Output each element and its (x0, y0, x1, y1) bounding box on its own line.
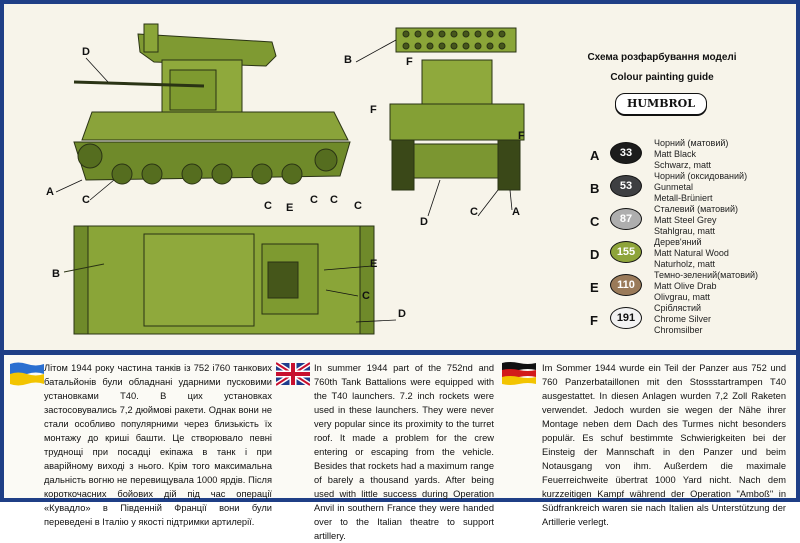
swatch-name-de: Schwarz, matt (654, 160, 712, 170)
swatch-color-dot: 191 (610, 307, 642, 329)
color-swatch-d (590, 237, 780, 271)
description-en: In summer 1944 part of the 752nd and 760th Tank Battalions were equipped with the T40 launchers. 7.2 inch rockets were used in these launchers. They were never very popular since its proximity to the turret roof. It made a problem for the crew entering or escaping from the vehicle. Besides that rockets had a maximum range of barely a thousand yards. After being used with little success during Operation Anvil in southern France they were handed over to the Italian theatre to support artillery. (314, 363, 494, 541)
swatch-names (654, 237, 729, 270)
swatch-name-en: Gunmetal (654, 182, 694, 192)
color-swatch-f (590, 303, 780, 337)
tank-side-view (74, 24, 350, 184)
callout-side-3: C (82, 194, 90, 206)
uk-flag-icon (276, 361, 310, 387)
guide-title-ua: Схема розфарбування моделі (587, 52, 737, 63)
tank-top-view (64, 226, 374, 334)
swatch-name-en: Matt Steel Grey (654, 215, 717, 225)
germany-flag-icon (502, 361, 536, 387)
callout-front-1: B (344, 54, 352, 66)
swatch-name-de: Stahlgrau, matt (654, 226, 716, 236)
description-de: Im Sommer 1944 wurde ein Teil der Panzer aus 752 und 760 Panzerbataillonen mit den Stossstartrampen T40 ausgestattet. In diesen Anlagen wurden 7,2 Zoll Raketen verwendet. Jedoch wurden sie wegen der Nähe ihrer Montage neben dem Dach des Turmes nicht besonders populär. Es schuf bestimmte Schwierigkeiten bei der Einsteig der Mannschaft in den Panzer und beim Notausgang von ihm. Außerdem die maximale Feuerreichweite übertrat 1000 Yard nicht. Nach dem kurzzeitigen Kampf während der Operation "Amboß" in Südfrankreich waren sie nach Italien als Unterstützung der Artillerie verlegt. (542, 363, 786, 527)
color-swatch-b (590, 171, 780, 205)
swatch-name-ua: Чорний (матовий) (654, 138, 729, 148)
swatch-name-ua: Сталевий (матовий) (654, 204, 738, 214)
swatch-name-de: Naturholz, matt (654, 259, 716, 269)
callout-top-5: C (354, 200, 362, 212)
callout-front-3: F (370, 104, 377, 116)
swatch-name-de: Metall-Brüniert (654, 193, 713, 203)
swatch-name-ua: Сріблястий (654, 303, 702, 313)
swatch-name-ua: Чорний (оксидований) (654, 171, 748, 181)
color-swatch-a (590, 138, 780, 172)
callout-front-2: F (406, 56, 413, 68)
humbrol-logo: HUMBROL (615, 93, 707, 115)
swatch-letter: C (590, 214, 600, 229)
callout-side-1: D (82, 46, 90, 58)
swatch-name-en: Matt Natural Wood (654, 248, 729, 258)
swatch-letter: B (590, 181, 600, 196)
swatch-names (654, 138, 728, 171)
swatch-color-dot: 33 (610, 142, 642, 164)
swatch-name-en: Matt Olive Drab (654, 281, 717, 291)
swatch-name-en: Matt Black (654, 149, 697, 159)
swatch-names (654, 270, 758, 303)
callout-top-7: E (370, 258, 378, 270)
swatch-name-de: Olivgrau, matt (654, 292, 711, 302)
swatch-letter: E (590, 280, 599, 295)
painting-panel (4, 4, 796, 350)
ukraine-flag-icon (10, 361, 44, 387)
callout-top-9: D (398, 308, 406, 320)
callout-top-3: C (310, 194, 318, 206)
swatch-color-dot: 53 (610, 175, 642, 197)
swatch-color-dot: 87 (610, 208, 642, 230)
description-ua: Літом 1944 року частина танків із 752 і760 танкових батальйонів були обладнані ударними пусковими установками Т40. В цих установках застосовувались 7,2 дюймові ракети. Однак вони не стали особливо популярними через близькість їх монтажу до криші башти. Це створювало певні труднощі при посадці екіпажа в танк і при аварійному виході з нього. Крім того максимальна дальність вогню не перевищувала 1000 ярдів. Після короткочасних бойових дій під час операції «Кувадло» в Південній Франції вони були переведені в Італію у якості підтримки артилерії. (44, 363, 272, 527)
swatch-name-ua: Дерев'яний (654, 237, 702, 247)
swatch-color-dot: 110 (610, 274, 642, 296)
color-swatch-e (590, 270, 780, 304)
swatch-names (654, 204, 738, 237)
guide-title (564, 48, 760, 88)
swatch-letter: F (590, 313, 598, 328)
swatch-color-dot: 155 (610, 241, 642, 263)
swatch-name-ua: Темно-зелений(матовий) (654, 270, 759, 280)
callout-front-7: A (512, 206, 520, 218)
callout-top-4: C (330, 194, 338, 206)
callout-top-1: C (264, 200, 272, 212)
callout-top-8: C (362, 290, 370, 302)
swatch-name-en: Chrome Silver (654, 314, 712, 324)
callout-front-5: D (420, 216, 428, 228)
swatch-letter: D (590, 247, 600, 262)
color-swatch-c (590, 204, 780, 238)
callout-front-4: F (518, 130, 525, 142)
callout-top-6: B (52, 268, 60, 280)
swatch-name-de: Chromsilber (654, 325, 703, 335)
description-panel (4, 355, 796, 541)
callout-top-2: E (286, 202, 294, 214)
guide-title-en: Colour painting guide (610, 72, 714, 83)
callout-side-2: A (46, 186, 54, 198)
swatch-letter: A (590, 148, 600, 163)
swatch-names (654, 303, 711, 336)
callout-front-6: C (470, 206, 478, 218)
tank-front-view (390, 28, 524, 190)
swatch-names (654, 171, 747, 204)
